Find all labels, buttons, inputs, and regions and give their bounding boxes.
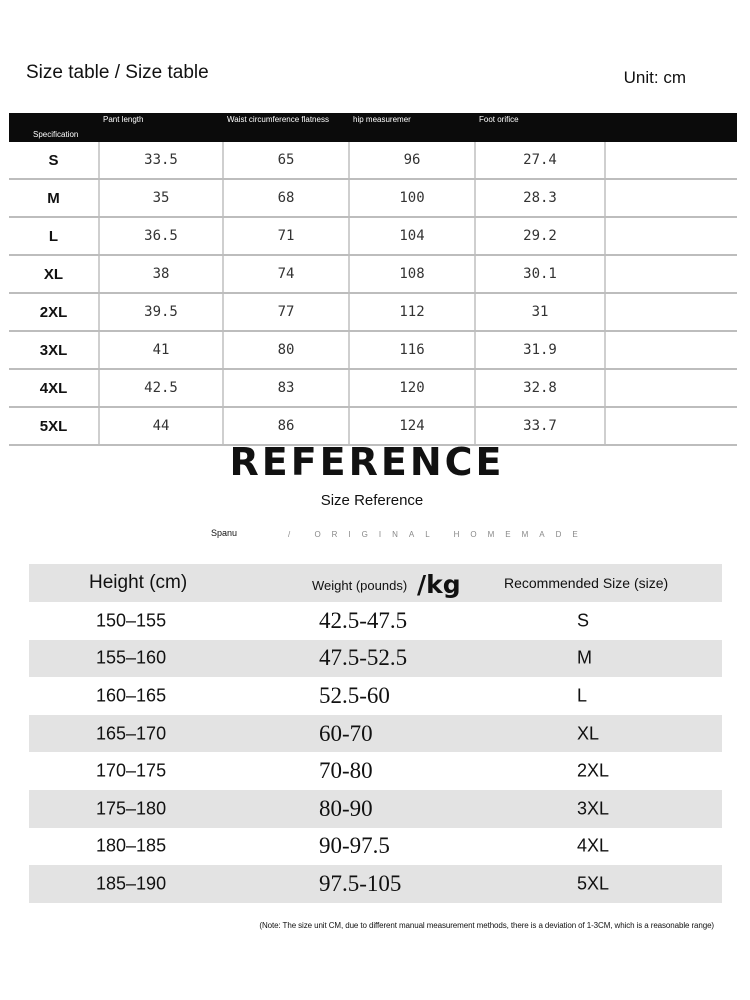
measurement-cell: 38: [99, 255, 223, 293]
unit-label: Unit: cm: [623, 68, 686, 87]
column-header: hip measuremer: [349, 113, 475, 142]
measurement-cell: 83: [223, 369, 349, 407]
measurement-cell: 31: [475, 293, 605, 331]
size-cell: L: [9, 217, 99, 255]
height-cell: 155–160: [96, 647, 167, 668]
table-row: [9, 255, 737, 293]
reference-row: [29, 790, 722, 828]
weight-cell: 80-90: [319, 795, 373, 821]
column-header: Pant length: [99, 113, 223, 142]
recommended-size-cell: M: [577, 647, 592, 668]
measurement-cell: 30.1: [475, 255, 605, 293]
weight-cell: 97.5-105: [319, 870, 402, 896]
empty-cell: [605, 142, 737, 179]
measurement-cell: 41: [99, 331, 223, 369]
recommended-size-cell: 4XL: [577, 835, 610, 856]
table-row: [9, 369, 737, 407]
measurement-cell: 74: [223, 255, 349, 293]
brand-tagline: / ORIGINAL HOMEMADE: [288, 530, 589, 539]
recommended-size-cell: 3XL: [577, 798, 610, 819]
table-row: [9, 217, 737, 255]
size-cell: 3XL: [9, 331, 99, 369]
measurement-cell: 39.5: [99, 293, 223, 331]
size-cell: 2XL: [9, 293, 99, 331]
measurement-cell: 33.7: [475, 407, 605, 445]
size-column-header: Recommended Size (size): [504, 575, 669, 591]
reference-table-header: [29, 564, 722, 602]
column-header: Waist circumference flatness: [223, 113, 349, 142]
height-cell: 150–155: [96, 610, 167, 631]
table-row: [9, 179, 737, 217]
size-table-header: [9, 113, 737, 142]
height-cell: 175–180: [96, 798, 167, 819]
measurement-cell: 42.5: [99, 369, 223, 407]
measurement-cell: 112: [349, 293, 475, 331]
recommended-size-cell: XL: [577, 723, 600, 744]
weight-cell: 52.5-60: [319, 682, 390, 708]
measurement-cell: 120: [349, 369, 475, 407]
empty-cell: [605, 217, 737, 255]
height-cell: 160–165: [96, 685, 167, 706]
reference-subtitle: Size Reference: [320, 492, 424, 509]
size-cell: 5XL: [9, 407, 99, 445]
measurement-cell: 68: [223, 179, 349, 217]
weight-cell: 47.5-52.5: [319, 645, 408, 671]
reference-table: [29, 564, 722, 903]
measurement-cell: 104: [349, 217, 475, 255]
empty-cell: [605, 369, 737, 407]
measurement-cell: 100: [349, 179, 475, 217]
page-title: Size table / Size table: [26, 62, 209, 83]
brand-name: Spanu: [211, 528, 238, 538]
empty-cell: [605, 255, 737, 293]
measurement-cell: 36.5: [99, 217, 223, 255]
measurement-cell: 44: [99, 407, 223, 445]
weight-cell: 42.5-47.5: [319, 607, 408, 633]
measurement-cell: 33.5: [99, 142, 223, 179]
table-row: [9, 293, 737, 331]
weight-cell: 60-70: [319, 720, 373, 746]
measurement-cell: 96: [349, 142, 475, 179]
height-cell: 170–175: [96, 760, 167, 781]
reference-row: [29, 715, 722, 753]
table-row: [9, 142, 737, 179]
height-cell: 180–185: [96, 835, 167, 856]
recommended-size-cell: 2XL: [577, 760, 610, 781]
measurement-cell: 77: [223, 293, 349, 331]
height-cell: 185–190: [96, 873, 167, 894]
reference-row: [29, 865, 722, 903]
measurement-cell: 116: [349, 331, 475, 369]
size-cell: M: [9, 179, 99, 217]
weight-cell: 90-97.5: [319, 833, 390, 859]
reference-row: [29, 752, 722, 790]
table-row: [9, 331, 737, 369]
measurement-cell: 35: [99, 179, 223, 217]
column-header: [605, 113, 737, 142]
height-column-header: Height (cm): [89, 572, 188, 593]
reference-row: [29, 828, 722, 866]
measurement-cell: 80: [223, 331, 349, 369]
height-cell: 165–170: [96, 723, 167, 744]
column-header: Specification: [9, 113, 99, 142]
weight-cell: 70-80: [319, 758, 373, 784]
measurement-cell: 108: [349, 255, 475, 293]
empty-cell: [605, 179, 737, 217]
measurement-cell: 124: [349, 407, 475, 445]
measurement-cell: 29.2: [475, 217, 605, 255]
size-cell: 4XL: [9, 369, 99, 407]
reference-row: [29, 677, 722, 715]
weight-column-header: Weight (pounds): [312, 578, 408, 593]
reference-title: REFERENCE: [229, 440, 505, 484]
measurement-cell: 27.4: [475, 142, 605, 179]
reference-row: [29, 602, 722, 640]
size-cell: S: [9, 142, 99, 179]
measurement-cell: 86: [223, 407, 349, 445]
measurement-cell: 28.3: [475, 179, 605, 217]
recommended-size-cell: L: [577, 685, 588, 706]
recommended-size-cell: 5XL: [577, 873, 610, 894]
weight-unit-label: /kg: [417, 570, 461, 599]
empty-cell: [605, 331, 737, 369]
measurement-note: (Note: The size unit CM, due to different manual measurement methods, there is a deviation of 1-3CM, which is a reasonable range): [259, 921, 714, 930]
empty-cell: [605, 293, 737, 331]
measurement-cell: 71: [223, 217, 349, 255]
column-header: Foot orifice: [475, 113, 605, 142]
size-cell: XL: [9, 255, 99, 293]
measurement-cell: 31.9: [475, 331, 605, 369]
size-table: [9, 113, 737, 446]
measurement-cell: 32.8: [475, 369, 605, 407]
reference-row: [29, 640, 722, 678]
recommended-size-cell: S: [577, 610, 590, 631]
measurement-cell: 65: [223, 142, 349, 179]
